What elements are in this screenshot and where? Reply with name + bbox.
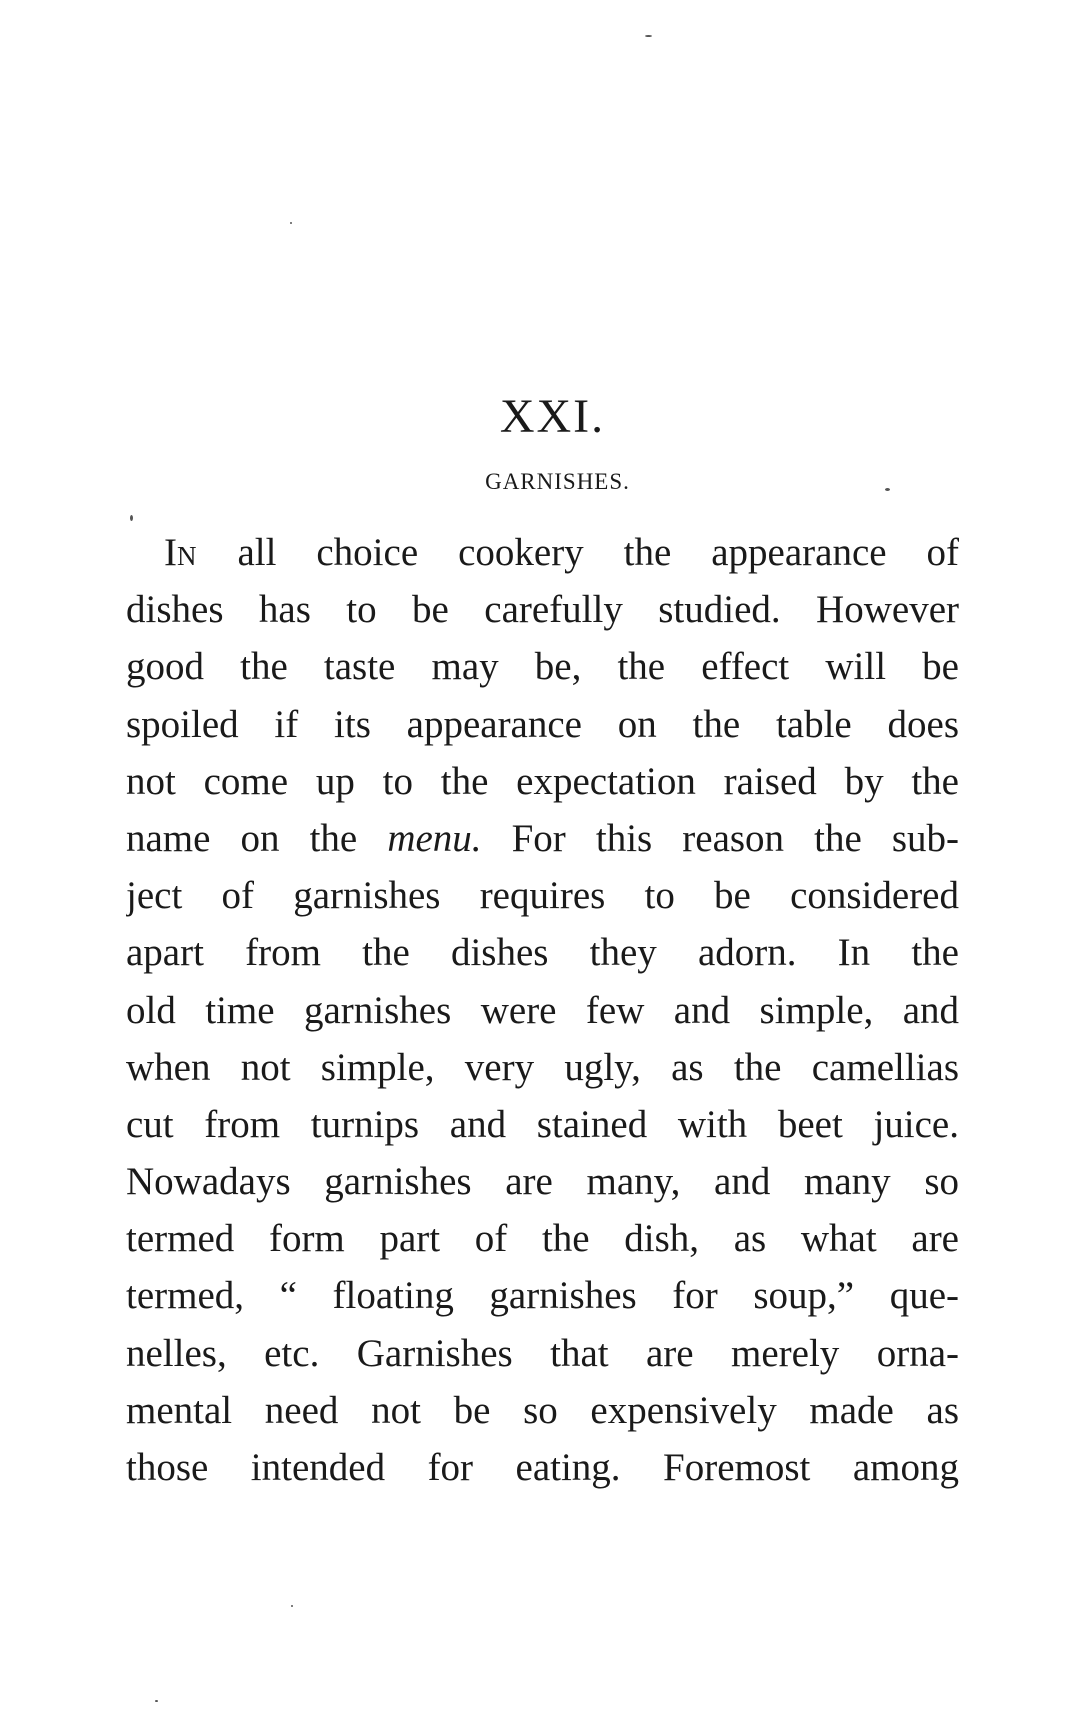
small-caps-rest: N bbox=[177, 541, 198, 571]
text-line: dishes has to be carefully studied. However bbox=[126, 588, 959, 632]
line-text: For this reason the sub- bbox=[481, 816, 959, 860]
text-line: old time garnishes were few and simple, and bbox=[126, 988, 959, 1032]
text-line bbox=[126, 524, 959, 581]
scan-speck bbox=[130, 515, 133, 521]
text-line: cut from turnips and stained with beet juice. bbox=[126, 1102, 959, 1146]
text-line: when not simple, very ugly, as the camellias bbox=[126, 1045, 959, 1089]
scan-speck bbox=[155, 1700, 158, 1702]
text-line: ject of garnishes requires to be considered bbox=[126, 874, 959, 918]
small-caps-initial: I bbox=[164, 531, 177, 574]
text-line: termed form part of the dish, as what are bbox=[126, 1217, 959, 1261]
text-line: termed, “ floating garnishes for soup,” que- bbox=[126, 1274, 959, 1318]
line-text: name on the bbox=[126, 816, 388, 860]
body-paragraph bbox=[126, 524, 959, 1496]
text-line: those intended for eating. Foremost among bbox=[126, 1446, 959, 1489]
text-line: good the taste may be, the effect will be bbox=[126, 645, 959, 689]
chapter-title: GARNISHES. bbox=[485, 469, 630, 494]
text-line: not come up to the expectation raised by the bbox=[126, 759, 959, 803]
text-line: apart from the dishes they adorn. In the bbox=[126, 931, 959, 975]
scan-speck bbox=[291, 1605, 293, 1607]
text-line: spoiled if its appearance on the table does bbox=[126, 702, 959, 746]
text-line: Nowadays garnishes are many, and many so bbox=[126, 1160, 959, 1204]
text-line bbox=[126, 810, 959, 867]
scan-speck bbox=[290, 222, 292, 224]
chapter-number: XXI. bbox=[499, 390, 606, 443]
text-line: nelles, etc. Garnishes that are merely orna- bbox=[126, 1331, 959, 1375]
scan-speck bbox=[645, 35, 652, 37]
text-line: mental need not be so expensively made as bbox=[126, 1388, 959, 1432]
line-text: all choice cookery the appearance of bbox=[197, 531, 959, 574]
italic-word: menu. bbox=[387, 816, 482, 860]
